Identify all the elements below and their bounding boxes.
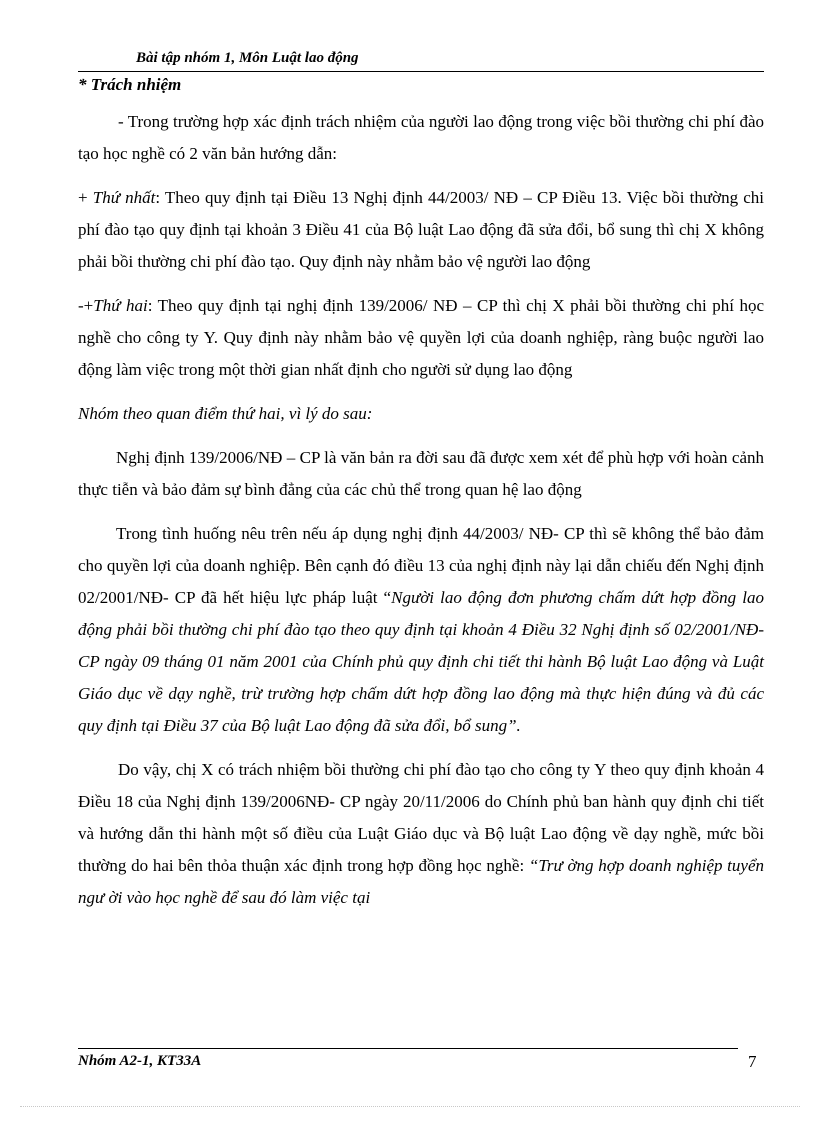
paragraph-second-view [78, 290, 764, 386]
quoted-regulation: Người lao động đơn phương chấm dứt hợp đồng lao động phải bồi thường chi phí đào tạo theo quy định tại khoản 4 Điều 32 Nghị định số 02/2001/NĐ-CP ngày 09 tháng 01 năm 2001 của Chính phủ quy định chi tiết thi hành Bộ luật Lao động và Luật Giáo dục về dạy nghề, trừ trường hợp chấm dứt hợp đồng lao động mà thực hiện đúng và đủ các quy định tại Điều 37 của Bộ luật Lao động đã sửa đổi, bổ sung [78, 588, 764, 735]
paragraph-reason-2 [78, 518, 764, 742]
second-view-text: : Theo quy định tại nghị định 139/2006/ NĐ – CP thì chị X phải bồi thường chi phí học nghề cho công ty Y. Quy định này nhằm bảo vệ quyền lợi của doanh nghiệp, ràng buộc người lao động làm việc trong một thời gian nhất định cho người sử dụng lao động [78, 296, 764, 379]
document-body [78, 74, 764, 926]
footer-divider [78, 1048, 738, 1049]
page-bottom-edge [20, 1106, 800, 1107]
page-header: Bài tập nhóm 1, Môn Luật lao động [78, 50, 764, 72]
footer-group-label: Nhóm A2-1, KT33A [78, 1053, 202, 1069]
section-title: * Trách nhiệm [78, 75, 182, 94]
paragraph-reason-1: Nghị định 139/2006/NĐ – CP là văn bản ra đời sau đã được xem xét để phù hợp với hoàn cảnh thực tiễn và bảo đảm sự bình đẳng của các chủ thể trong quan hệ lao động [78, 448, 764, 499]
list-prefix: + [78, 188, 93, 207]
list-prefix: -+ [78, 296, 94, 315]
reason-2-text: Trong tình huống nêu trên nếu áp dụng nghị định 44/2003/ NĐ- CP thì sẽ không thể bảo đảm cho quyền lợi của doanh nghiệp. Bên cạnh đó điều 13 của nghị định này lại dẫn chiếu đến Nghị định 02/2001/NĐ- CP đã hết hiệu lực pháp luật “ [78, 524, 764, 607]
label-first: Thứ nhất [92, 188, 156, 207]
conclusion-quote: “Trư ờng hợp doanh nghiệp tuyển ngư ời vào học nghề để sau đó làm việc tại [78, 856, 765, 907]
paragraph-conclusion [78, 754, 764, 914]
conclusion-text: Do vậy, chị X có trách nhiệm bồi thường chi phí đào tạo cho công ty Y theo quy định khoản 4 Điều 18 của Nghị định 139/2006NĐ- CP ngày 20/11/2006 do Chính phủ ban hành quy định chi tiết và hướng dẫn thi hành một số điều của Luật Giáo dục và Bộ luật Lao động về dạy nghề, mức bồi thường do hai bên thỏa thuận xác định trong hợp đồng học nghề: [78, 760, 764, 875]
page-number: 7 [748, 1052, 757, 1071]
paragraph-group-opinion: Nhóm theo quan điểm thứ hai, vì lý do sau: [78, 404, 373, 423]
paragraph-first-view [78, 182, 764, 278]
quote-close: ”. [507, 716, 521, 735]
paragraph-intro: - Trong trường hợp xác định trách nhiệm của người lao động trong việc bồi thường chi phí đào tạo học nghề có 2 văn bản hướng dẫn: [78, 112, 764, 163]
first-view-text: : Theo quy định tại Điều 13 Nghị định 44/2003/ NĐ – CP Điều 13. Việc bồi thường chi phí đào tạo quy định tại khoản 3 Điều 41 của Bộ luật Lao động đã sửa đổi, bổ sung thì chị X không phải bồi thường chi phí đào tạo. Quy định này nhằm bảo vệ người lao động [78, 188, 765, 271]
label-second: Thứ hai [93, 296, 148, 315]
